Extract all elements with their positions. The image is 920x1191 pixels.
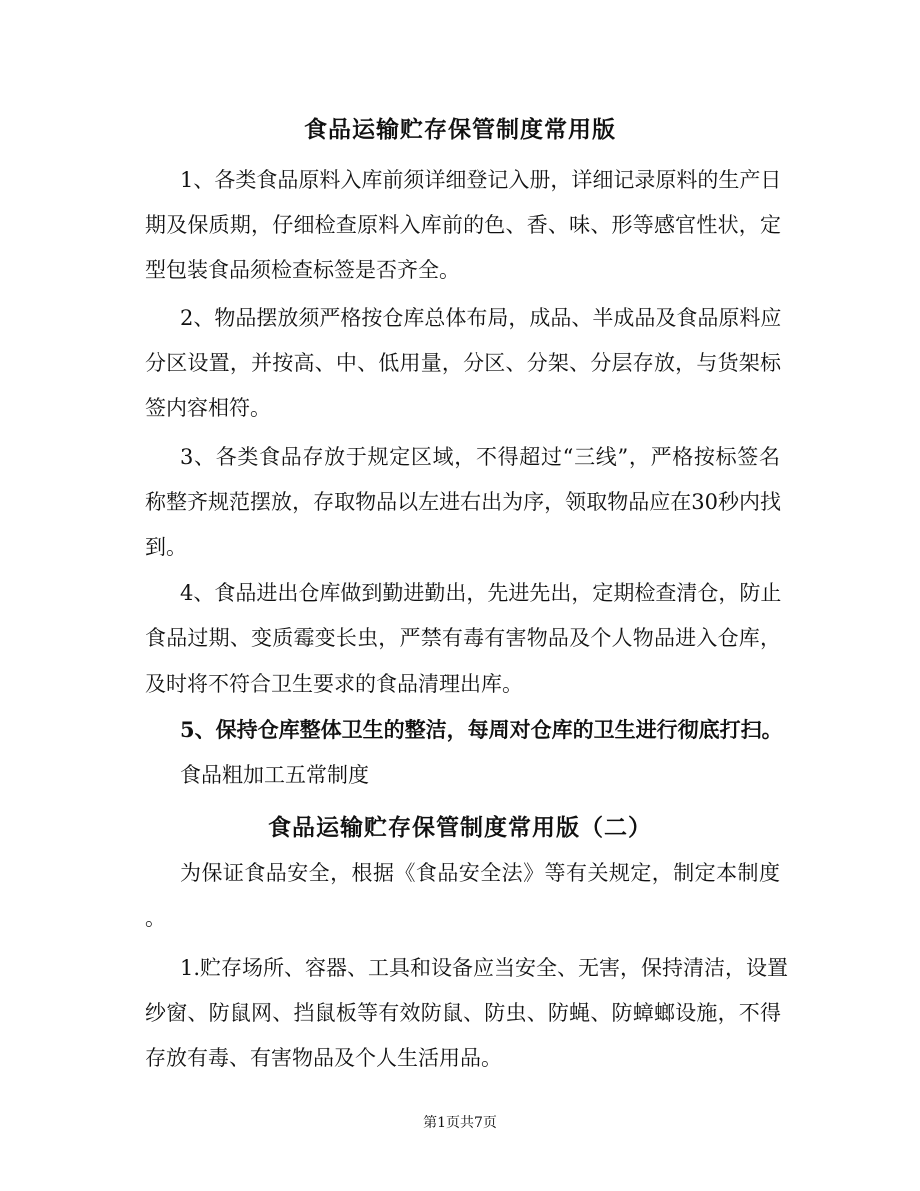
text-line: 食品过期、变质霉变长虫，严禁有毒有害物品及个人物品进入仓库， — [145, 626, 781, 650]
page-number: 第1页共7页 — [423, 1115, 497, 1131]
text-line: 签内容相符。 — [145, 396, 271, 420]
note-line: 食品粗加工五常制度 — [180, 763, 369, 787]
text-line: 纱窗、防鼠网、挡鼠板等有效防鼠、防虫、防蝇、防蟑螂设施，不得 — [145, 1001, 781, 1025]
text-line: 到。 — [145, 535, 187, 559]
text-line: 5、保持仓库整体卫生的整洁，每周对仓库的卫生进行彻底打扫。 — [180, 717, 783, 742]
text-line: 2、物品摆放须严格按仓库总体布局，成品、半成品及食品原料应 — [180, 306, 782, 330]
text-line: 3、各类食品存放于规定区域，不得超过“三线”，严格按标签名 — [180, 445, 780, 469]
text-line: 1、各类食品原料入库前须详细登记入册，详细记录原料的生产日 — [180, 168, 782, 192]
text-line: 期及保质期，仔细检查原料入库前的色、香、味、形等感官性状，定 — [145, 213, 781, 237]
text-line: 1.贮存场所、容器、工具和设备应当安全、无害，保持清洁，设置 — [180, 956, 789, 980]
text-line: 称整齐规范摆放，存取物品以左进右出为序，领取物品应在30秒内找 — [145, 490, 781, 514]
section-title-2: 食品运输贮存保管制度常用版（二） — [268, 814, 652, 841]
text-line: 。 — [145, 906, 166, 930]
text-line: 存放有毒、有害物品及个人生活用品。 — [145, 1046, 502, 1070]
text-line: 4、食品进出仓库做到勤进勤出，先进先出，定期检查清仓，防止 — [180, 581, 782, 605]
text-line: 为保证食品安全，根据《食品安全法》等有关规定，制定本制度 — [180, 861, 780, 885]
text-line: 及时将不符合卫生要求的食品清理出库。 — [145, 672, 523, 696]
text-line: 型包装食品须检查标签是否齐全。 — [145, 258, 460, 282]
document-title: 食品运输贮存保管制度常用版 — [304, 116, 616, 143]
text-line: 分区设置，并按高、中、低用量，分区、分架、分层存放，与货架标 — [145, 351, 781, 375]
